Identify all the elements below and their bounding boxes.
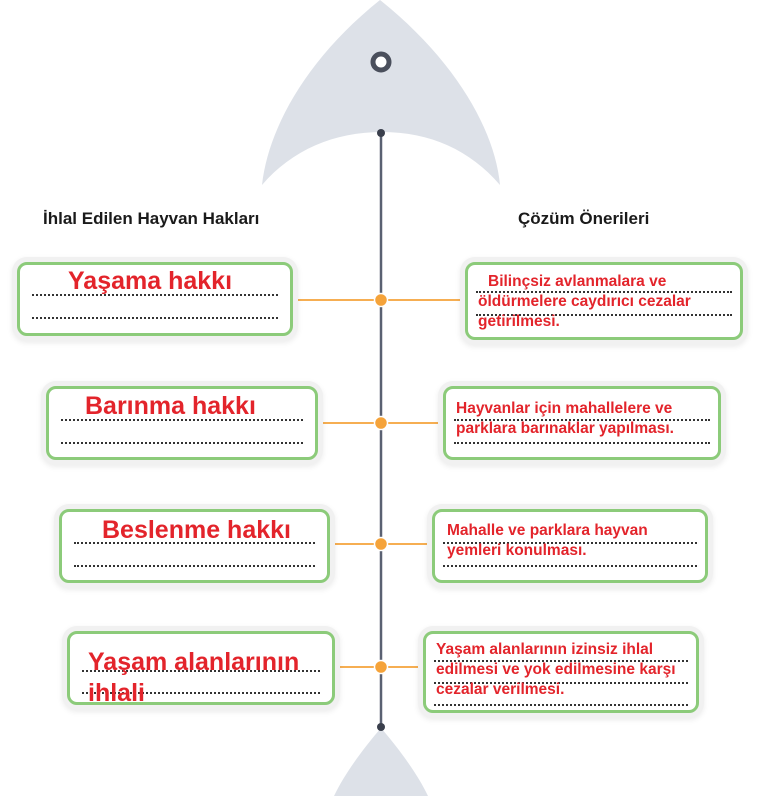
spine-bottom-dot xyxy=(377,723,385,731)
violated-right-box-3[interactable] xyxy=(59,509,330,583)
violated-right-text: Yaşam alanlarının ihlali xyxy=(88,648,300,707)
solution-text: Bilinçsiz avlanmalara ve öldürmelere caydırıcı cezalar getirilmesi. xyxy=(478,273,691,330)
solution-text: Hayvanlar için mahallelere ve parklara barınaklar yapılması. xyxy=(456,400,674,437)
violated-right-text: Barınma hakkı xyxy=(85,392,256,420)
violated-right-box-2[interactable] xyxy=(46,386,318,460)
violated-right-text: Yaşama hakkı xyxy=(68,267,233,295)
solution-box-1[interactable] xyxy=(465,262,743,340)
dotted-line xyxy=(434,704,688,706)
spine-top-dot xyxy=(377,129,385,137)
fish-tail xyxy=(334,728,428,796)
dotted-line xyxy=(32,317,278,319)
dotted-line xyxy=(74,565,315,567)
violated-right-text: Beslenme hakkı xyxy=(102,516,291,544)
solution-text: Yaşam alanlarının izinsiz ihlal edilmesi ve yok edilmesine karşı cezalar verilmesi. xyxy=(436,641,676,698)
right-heading: Çözüm Önerileri xyxy=(518,209,650,228)
dotted-line xyxy=(454,442,710,444)
dotted-line xyxy=(443,565,697,567)
violated-right-box-1[interactable] xyxy=(17,262,293,336)
branches xyxy=(296,300,463,667)
solution-box-3[interactable] xyxy=(432,509,708,583)
solution-box-2[interactable] xyxy=(443,386,721,460)
solution-box-4[interactable] xyxy=(423,631,699,713)
violated-right-box-4[interactable] xyxy=(67,631,335,705)
dotted-line xyxy=(61,442,303,444)
solution-text: Mahalle ve parklara hayvan yemleri konulması. xyxy=(447,522,648,559)
left-heading: İhlal Edilen Hayvan Hakları xyxy=(43,209,260,228)
fish-eye xyxy=(373,54,389,70)
